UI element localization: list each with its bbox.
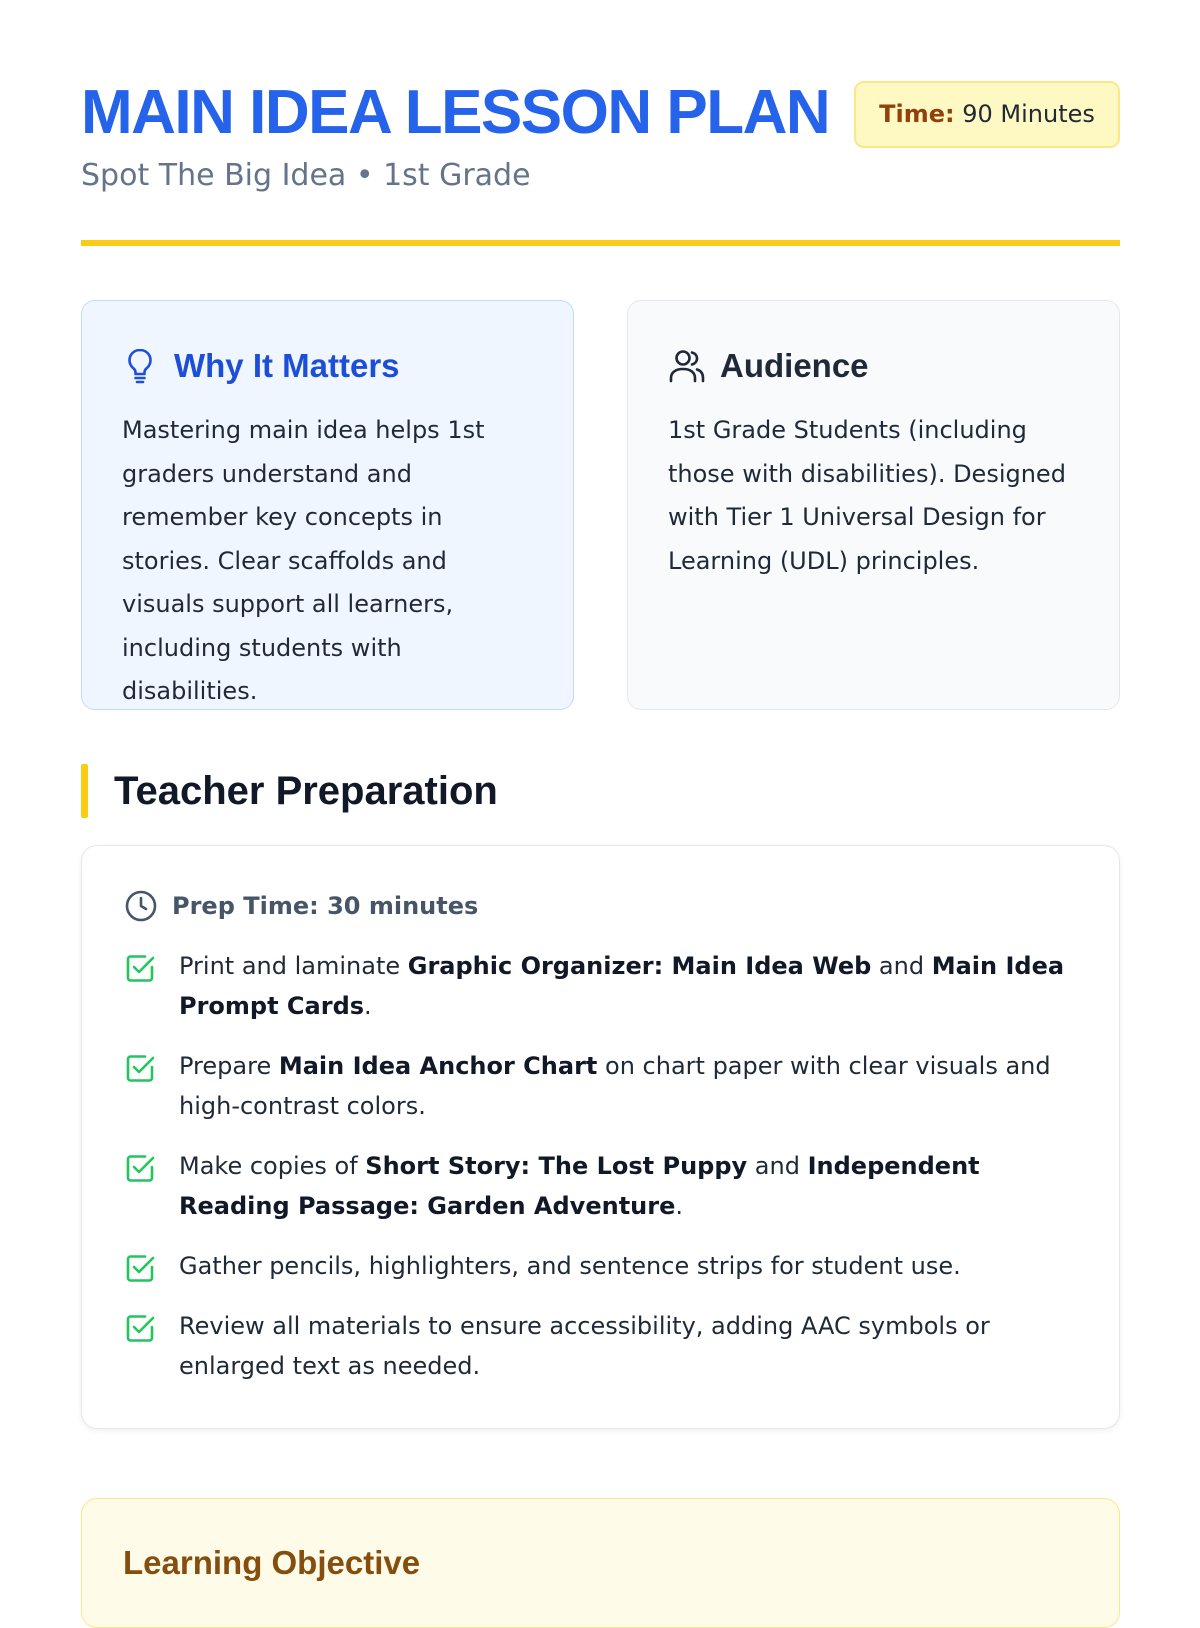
checklist-item-text	[179, 1152, 980, 1220]
lightbulb-icon	[122, 346, 158, 386]
clock-icon	[124, 889, 158, 923]
check-square-icon	[124, 1312, 156, 1344]
checklist-item-emphasis: Main Idea Prompt Cards	[179, 952, 1065, 1020]
check-square-icon	[124, 952, 156, 984]
checklist-item-fragment: on chart paper with clear visuals and high-contrast colors.	[179, 1052, 1051, 1120]
section-accent-bar	[81, 764, 88, 818]
check-square-icon	[124, 1152, 156, 1184]
page-subtitle: Spot The Big Idea • 1st Grade	[81, 158, 531, 193]
prep-time-text: Prep Time: 30 minutes	[172, 892, 479, 920]
checklist-item-emphasis: Short Story: The Lost Puppy	[365, 1152, 748, 1180]
checklist-item-text	[179, 1052, 1051, 1120]
audience-card	[627, 300, 1120, 710]
checklist-item-text	[179, 1252, 961, 1280]
checklist-item-fragment: Review all materials to ensure accessibility, adding AAC symbols or enlarged text as needed.	[179, 1312, 990, 1380]
checklist-item-fragment: Print and laminate	[179, 952, 408, 980]
audience-title: Audience	[720, 347, 869, 384]
checklist-item	[124, 1306, 1074, 1386]
check-square-icon	[124, 1052, 156, 1084]
prep-checklist	[124, 946, 1074, 1406]
checklist-item-emphasis: Independent Reading Passage: Garden Adventure	[179, 1152, 980, 1220]
checklist-item	[124, 1246, 1074, 1286]
checklist-item-fragment: .	[364, 992, 372, 1020]
checklist-item-fragment: Gather pencils, highlighters, and sentence strips for student use.	[179, 1252, 961, 1280]
page-title: MAIN IDEA LESSON PLAN	[81, 78, 830, 147]
learning-objective-card	[81, 1498, 1120, 1628]
learning-objective-title: Learning Objective	[123, 1544, 421, 1581]
checklist-item-text	[179, 952, 1064, 1020]
time-label: Time:	[879, 100, 955, 128]
checklist-item-fragment: Make copies of	[179, 1152, 366, 1180]
why-it-matters-title: Why It Matters	[174, 347, 400, 384]
checklist-item	[124, 946, 1074, 1026]
prep-time	[124, 888, 478, 924]
checklist-item-fragment: .	[675, 1192, 683, 1220]
checklist-item	[124, 1046, 1074, 1126]
why-it-matters-card	[81, 300, 574, 710]
checklist-item-fragment: and	[871, 952, 932, 980]
audience-text: 1st Grade Students (including those with disabilities). Designed with Tier 1 Universal Design for Learning (UDL) principles.	[668, 416, 1066, 575]
section-title: Teacher Preparation	[114, 769, 498, 813]
checklist-item-fragment: Prepare	[179, 1052, 279, 1080]
checklist-item-emphasis: Graphic Organizer: Main Idea Web	[407, 952, 872, 980]
check-square-icon	[124, 1252, 156, 1284]
checklist-item	[124, 1146, 1074, 1226]
teacher-preparation-card	[81, 845, 1120, 1429]
checklist-item-emphasis: Main Idea Anchor Chart	[278, 1052, 598, 1080]
users-icon	[668, 346, 704, 386]
checklist-item-fragment: and	[747, 1152, 808, 1180]
why-it-matters-text: Mastering main idea helps 1st graders understand and remember key concepts in stories. Clear scaffolds and visuals support all learners, including students with disabilities.	[122, 416, 485, 705]
time-badge	[854, 81, 1120, 148]
time-value: 90 Minutes	[954, 100, 1095, 128]
checklist-item-text	[179, 1312, 990, 1380]
header-divider	[81, 240, 1120, 246]
page-header	[81, 78, 1120, 198]
